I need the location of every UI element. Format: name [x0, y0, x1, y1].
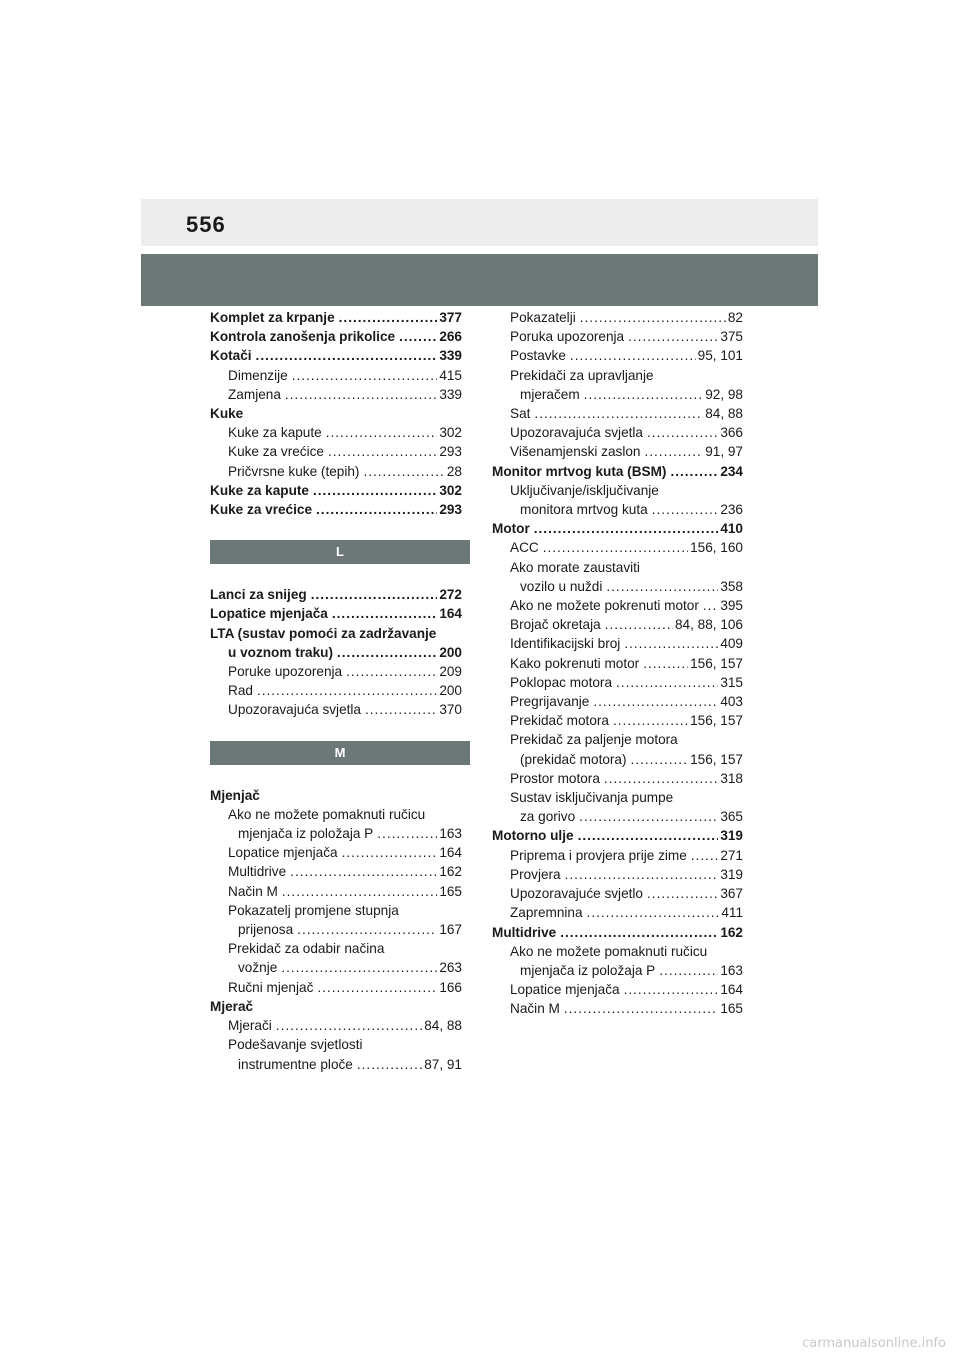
- index-entry: [210, 462, 462, 481]
- entry-text: Lanci za snijeg: [210, 587, 307, 603]
- entry-text: Ako ne možete pomaknuti ručicu: [228, 806, 426, 822]
- entry-page-ref: 339: [439, 348, 462, 364]
- entry-page-ref: 156, 157: [690, 751, 743, 767]
- dot-leader: [560, 923, 718, 942]
- index-entry: [492, 673, 743, 692]
- index-entry: [492, 654, 743, 673]
- entry-page-ref: 318: [720, 770, 743, 786]
- index-entry: [210, 346, 462, 365]
- index-entry: [492, 538, 743, 557]
- section-letter-l: L: [210, 540, 470, 564]
- entry-page-ref: 403: [720, 694, 743, 710]
- entry-page-ref: 156, 157: [690, 713, 743, 729]
- entry-text: Lopatice mjenjača: [210, 606, 328, 622]
- index-entry: [210, 481, 462, 500]
- entry-text: Prekidač za odabir načina: [228, 941, 385, 957]
- dot-leader: [363, 462, 444, 481]
- index-entry: [210, 958, 462, 977]
- index-entry: [210, 442, 462, 461]
- entry-page-ref: 395: [720, 598, 743, 614]
- index-entry: [210, 385, 462, 404]
- entry-text: Rad: [228, 683, 253, 699]
- entry-text: Prekidač za paljenje motora: [510, 732, 678, 748]
- dot-leader: [659, 961, 718, 980]
- entry-page-ref: 366: [720, 425, 743, 441]
- section-header-bar: [141, 254, 818, 306]
- dot-leader: [584, 385, 704, 404]
- dot-leader: [624, 980, 719, 999]
- index-entry: [210, 843, 462, 862]
- entry-text: Kontrola zanošenja prikolice: [210, 329, 396, 345]
- index-entry: [210, 604, 462, 623]
- entry-text: Podešavanje svjetlosti: [228, 1037, 363, 1053]
- index-entry: [492, 807, 743, 826]
- index-entry: [492, 865, 743, 884]
- index-entry: [210, 308, 462, 327]
- dot-leader: [290, 862, 437, 881]
- index-entry: [210, 1016, 462, 1035]
- index-entry: [492, 385, 743, 404]
- entry-page-ref: 165: [720, 1001, 743, 1017]
- index-entry: [210, 997, 462, 1016]
- dot-leader: [256, 346, 438, 365]
- index-entry: [210, 585, 462, 604]
- dot-leader: [365, 700, 437, 719]
- entry-text: Postavke: [510, 348, 566, 364]
- index-entry: [210, 327, 462, 346]
- entry-page-ref: 82: [727, 310, 743, 325]
- dot-leader: [332, 604, 437, 623]
- dot-leader: [297, 920, 437, 939]
- entry-page-ref: 165: [439, 883, 462, 899]
- entry-page-ref: 84, 88, 106: [674, 617, 743, 633]
- entry-page-ref: 84, 88: [705, 406, 743, 422]
- entry-page-ref: 377: [439, 310, 462, 325]
- entry-text: Poruka upozorenja: [510, 329, 625, 345]
- index-entry: [492, 404, 743, 423]
- index-column-left: [210, 308, 462, 1074]
- dot-leader: [313, 481, 437, 500]
- index-entry: [492, 462, 743, 481]
- entry-page-ref: 200: [439, 683, 462, 699]
- index-entry: [492, 634, 743, 653]
- index-entry: [492, 980, 743, 999]
- entry-text: Poklopac motora: [510, 674, 613, 690]
- dot-leader: [605, 615, 673, 634]
- dot-leader: [580, 308, 726, 327]
- dot-leader: [643, 654, 688, 673]
- dot-leader: [281, 958, 437, 977]
- entry-page-ref: 163: [720, 962, 743, 978]
- index-entry: [492, 961, 743, 980]
- index-entry: [492, 999, 743, 1018]
- dot-leader: [624, 634, 718, 653]
- index-entry: [210, 862, 462, 881]
- entry-text: Ručni mjenjač: [228, 979, 314, 995]
- dot-leader: [311, 585, 438, 604]
- index-entry: [492, 442, 743, 461]
- entry-text: LTA (sustav pomoći za zadržavanje: [210, 625, 437, 641]
- entry-text: mjenjača iz položaja P: [238, 826, 374, 842]
- index-entry: [210, 366, 462, 385]
- entry-text: Pričvrsne kuke (tepih): [228, 463, 360, 479]
- entry-text: Motorno ulje: [492, 828, 574, 844]
- entry-text: monitora mrtvog kuta: [520, 502, 648, 518]
- entry-page-ref: 339: [439, 386, 462, 402]
- entry-text: Dimenzije: [228, 367, 288, 383]
- dot-leader: [570, 346, 696, 365]
- dot-leader: [691, 846, 719, 865]
- index-entry: [492, 366, 743, 385]
- entry-text: za gorivo: [520, 809, 576, 825]
- index-entry: [210, 624, 462, 643]
- entry-page-ref: 166: [439, 979, 462, 995]
- index-entry: [492, 923, 743, 942]
- dot-leader: [543, 538, 688, 557]
- entry-page-ref: 162: [720, 924, 743, 940]
- dot-leader: [647, 423, 718, 442]
- entry-page-ref: 375: [720, 329, 743, 345]
- entry-page-ref: 411: [721, 905, 743, 921]
- entry-text: Višenamjenski zaslon: [510, 444, 641, 460]
- dot-leader: [606, 577, 718, 596]
- page-number: 556: [186, 212, 226, 237]
- entry-page-ref: 95, 101: [697, 348, 743, 364]
- index-entry: [492, 577, 743, 596]
- entry-text: Poruke upozorenja: [228, 664, 343, 680]
- index-entry: [210, 700, 462, 719]
- entry-text: Pokazatelji: [510, 310, 576, 325]
- index-entry: [492, 500, 743, 519]
- dot-leader: [703, 596, 718, 615]
- entry-text: Kuke za vrećice: [210, 502, 313, 518]
- dot-leader: [587, 903, 720, 922]
- entry-page-ref: 209: [439, 664, 462, 680]
- entry-page-ref: 236: [720, 502, 743, 518]
- dot-leader: [579, 807, 718, 826]
- index-entry: [492, 884, 743, 903]
- index-entry: [492, 730, 743, 749]
- entry-text: Kako pokrenuti motor: [510, 655, 640, 671]
- entry-text: Kotači: [210, 348, 252, 364]
- dot-leader: [337, 643, 437, 662]
- dot-leader: [292, 366, 438, 385]
- index-entry: [210, 882, 462, 901]
- dot-leader: [316, 500, 437, 519]
- index-entry: [210, 786, 462, 805]
- index-entry: [492, 308, 743, 327]
- dot-leader: [534, 404, 703, 423]
- entry-text: mjenjača iz položaja P: [520, 962, 656, 978]
- entry-text: Uključivanje/isključivanje: [510, 482, 659, 498]
- entry-text: Sat: [510, 406, 531, 422]
- entry-text: Ako morate zaustaviti: [510, 559, 640, 575]
- dot-leader: [342, 843, 438, 862]
- dot-leader: [346, 662, 437, 681]
- entry-page-ref: 164: [439, 845, 462, 861]
- entry-text: Upozoravajuća svjetla: [510, 425, 643, 441]
- entry-text: Monitor mrtvog kuta (BSM): [492, 463, 667, 479]
- dot-leader: [647, 884, 718, 903]
- index-entry: [492, 711, 743, 730]
- dot-leader: [652, 500, 719, 519]
- dot-leader: [631, 750, 689, 769]
- page-header-band: [141, 199, 818, 246]
- index-entry: [492, 327, 743, 346]
- entry-text: Kuke za kapute: [228, 425, 322, 441]
- entry-text: Mjerači: [228, 1018, 272, 1034]
- index-entry: [492, 615, 743, 634]
- index-entry: [210, 500, 462, 519]
- entry-page-ref: 84, 88: [424, 1018, 462, 1034]
- index-entry: [210, 423, 462, 442]
- entry-page-ref: 302: [439, 482, 462, 498]
- entry-text: Upozoravajuća svjetla: [228, 702, 361, 718]
- entry-text: u voznom traku): [228, 644, 333, 660]
- entry-text: Mjenjač: [210, 787, 260, 803]
- index-entry: [210, 643, 462, 662]
- entry-text: instrumentne ploče: [238, 1056, 353, 1072]
- dot-leader: [670, 462, 718, 481]
- entry-text: Mjerač: [210, 998, 254, 1014]
- dot-leader: [257, 681, 437, 700]
- entry-page-ref: 156, 157: [690, 655, 743, 671]
- entry-text: Ako ne možete pomaknuti ručicu: [510, 943, 708, 959]
- entry-text: Komplet za krpanje: [210, 310, 335, 325]
- dot-leader: [317, 978, 437, 997]
- entry-page-ref: 234: [720, 463, 743, 479]
- entry-page-ref: 415: [439, 367, 462, 383]
- entry-text: Motor: [492, 521, 530, 537]
- entry-text: Prekidači za upravljanje: [510, 367, 654, 383]
- entry-text: (prekidač motora): [520, 751, 627, 767]
- entry-page-ref: 370: [439, 702, 462, 718]
- index-entry: [210, 681, 462, 700]
- entry-text: Zamjena: [228, 386, 281, 402]
- dot-leader: [604, 769, 718, 788]
- entry-page-ref: 162: [439, 864, 462, 880]
- index-entry: [210, 805, 462, 824]
- entry-text: Pokazatelj promjene stupnja: [228, 902, 399, 918]
- index-entry: [492, 558, 743, 577]
- entry-page-ref: 319: [720, 828, 743, 844]
- entry-page-ref: 28: [446, 463, 462, 479]
- entry-page-ref: 263: [439, 960, 462, 976]
- index-entry: [492, 481, 743, 500]
- index-entry: [492, 423, 743, 442]
- entry-page-ref: 167: [439, 922, 462, 938]
- index-entry: [210, 978, 462, 997]
- entry-page-ref: 92, 98: [705, 386, 743, 402]
- entry-text: mjeračem: [520, 386, 580, 402]
- index-entry: [492, 346, 743, 365]
- entry-page-ref: 365: [720, 809, 743, 825]
- index-column-right: [492, 308, 743, 1019]
- entry-text: Identifikacijski broj: [510, 636, 621, 652]
- entry-text: Lopatice mjenjača: [510, 982, 620, 998]
- index-entry: [492, 903, 743, 922]
- index-entry: [492, 769, 743, 788]
- dot-leader: [616, 673, 718, 692]
- entry-text: Pregrijavanje: [510, 694, 590, 710]
- index-entry: [210, 404, 462, 423]
- entry-page-ref: 409: [720, 636, 743, 652]
- dot-leader: [326, 423, 438, 442]
- section-letter-m: M: [210, 741, 470, 765]
- dot-leader: [644, 442, 703, 461]
- entry-page-ref: 410: [720, 521, 743, 537]
- entry-text: Prekidač motora: [510, 713, 609, 729]
- entry-page-ref: 164: [439, 606, 462, 622]
- entry-text: Lopatice mjenjača: [228, 845, 338, 861]
- index-entry: [492, 519, 743, 538]
- entry-page-ref: 200: [439, 644, 462, 660]
- entry-page-ref: 319: [720, 866, 743, 882]
- entry-page-ref: 293: [439, 444, 462, 460]
- entry-text: vožnje: [238, 960, 278, 976]
- dot-leader: [328, 442, 437, 461]
- entry-text: ACC: [510, 540, 539, 556]
- dot-leader: [377, 824, 437, 843]
- dot-leader: [578, 826, 719, 845]
- entry-text: Priprema i provjera prije zime: [510, 847, 687, 863]
- entry-text: Multidrive: [228, 864, 287, 880]
- entry-text: Način M: [510, 1001, 560, 1017]
- entry-page-ref: 271: [720, 847, 743, 863]
- index-entry: [210, 939, 462, 958]
- entry-text: Kuke za vrećice: [228, 444, 324, 460]
- dot-leader: [534, 519, 719, 538]
- entry-page-ref: 87, 91: [424, 1056, 462, 1072]
- index-entry: [492, 788, 743, 807]
- entry-text: Multidrive: [492, 924, 557, 940]
- entry-page-ref: 156, 160: [690, 540, 743, 556]
- entry-page-ref: 163: [439, 826, 462, 842]
- entry-page-ref: 358: [720, 578, 743, 594]
- entry-page-ref: 367: [720, 886, 743, 902]
- dot-leader: [339, 308, 438, 327]
- entry-text: Način M: [228, 883, 278, 899]
- index-entry: [492, 826, 743, 845]
- entry-text: vozilo u nuždi: [520, 578, 603, 594]
- dot-leader: [399, 327, 437, 346]
- entry-text: Brojač okretaja: [510, 617, 601, 633]
- entry-text: Ako ne možete pokrenuti motor: [510, 598, 699, 614]
- dot-leader: [628, 327, 718, 346]
- dot-leader: [282, 882, 437, 901]
- index-entry: [492, 596, 743, 615]
- index-entry: [210, 824, 462, 843]
- index-entry: [492, 846, 743, 865]
- entry-page-ref: 302: [439, 425, 462, 441]
- entry-text: Sustav isključivanja pumpe: [510, 790, 674, 806]
- dot-leader: [357, 1055, 422, 1074]
- index-entry: [210, 901, 462, 920]
- entry-page-ref: 164: [720, 982, 743, 998]
- index-entry: [210, 920, 462, 939]
- entry-text: Kuke za kapute: [210, 482, 309, 498]
- index-entry: [210, 662, 462, 681]
- watermark: carmanualsonline.info: [802, 1336, 946, 1351]
- dot-leader: [285, 385, 437, 404]
- entry-text: Provjera: [510, 866, 561, 882]
- dot-leader: [565, 865, 719, 884]
- entry-text: prijenosa: [238, 922, 294, 938]
- dot-leader: [276, 1016, 422, 1035]
- dot-leader: [564, 999, 718, 1018]
- entry-page-ref: 266: [439, 329, 462, 345]
- entry-text: Kuke: [210, 406, 244, 422]
- dot-leader: [593, 692, 718, 711]
- index-entry: [492, 750, 743, 769]
- index-entry: [210, 1055, 462, 1074]
- entry-page-ref: 272: [439, 587, 462, 603]
- index-entry: [492, 692, 743, 711]
- entry-text: Prostor motora: [510, 770, 600, 786]
- dot-leader: [613, 711, 688, 730]
- entry-text: Zapremnina: [510, 905, 583, 921]
- entry-page-ref: 293: [439, 502, 462, 518]
- index-entry: [492, 942, 743, 961]
- entry-page-ref: 315: [720, 674, 743, 690]
- entry-text: Upozoravajuće svjetlo: [510, 886, 643, 902]
- entry-page-ref: 91, 97: [705, 444, 743, 460]
- index-entry: [210, 1035, 462, 1054]
